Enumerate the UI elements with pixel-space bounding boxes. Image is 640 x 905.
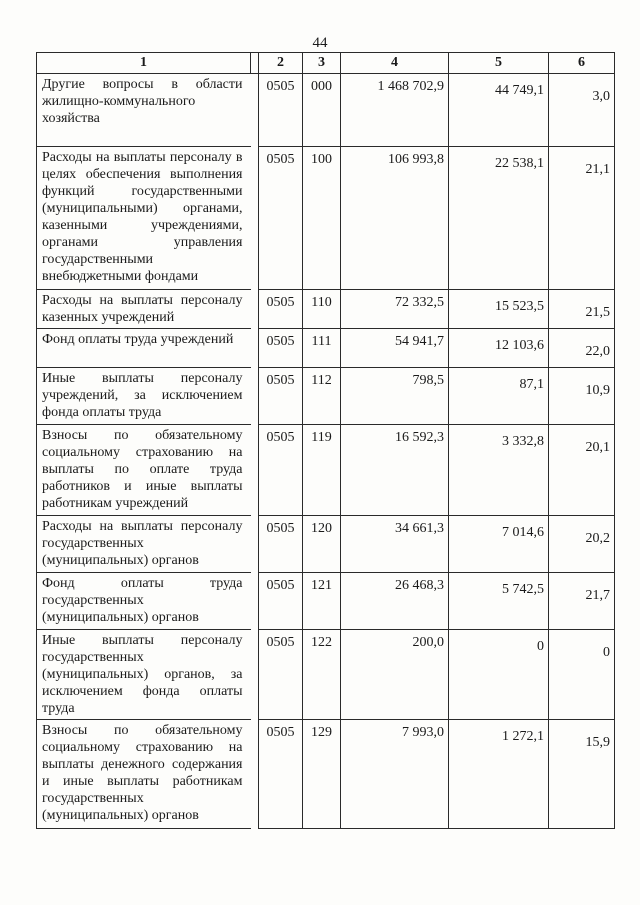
row-col-6-value: 10,9: [549, 368, 615, 425]
row-name: Расходы на выплаты персоналу государственных (муниципальных) органов: [37, 516, 251, 573]
row-section-code: 0505: [259, 573, 303, 630]
table-row: [37, 516, 615, 573]
table-row: [37, 368, 615, 425]
row-name: Расходы на выплаты персоналу в целях обеспечения выполнения функций государственными (муниципальными) органами, казенными учреждениями, органами управления государственными внебюджетными фондами: [37, 147, 251, 290]
row-col-6-value: 21,7: [549, 573, 615, 630]
header-row: [37, 53, 615, 74]
row-col-6-value: 20,1: [549, 425, 615, 516]
row-name: Расходы на выплаты персоналу казенных учреждений: [37, 290, 251, 329]
row-col-4-value: 54 941,7: [341, 329, 449, 368]
table-row: [37, 147, 615, 290]
row-section-code: 0505: [259, 720, 303, 829]
row-col-5-value: 0: [449, 630, 549, 720]
row-col-6-value: 21,5: [549, 290, 615, 329]
row-col-6-value: 0: [549, 630, 615, 720]
header-col-5: 5: [449, 53, 549, 74]
header-col-6: 6: [549, 53, 615, 74]
row-expense-code: 129: [303, 720, 341, 829]
row-col-6-value: 21,1: [549, 147, 615, 290]
row-name: Взносы по обязательному социальному страхованию на выплаты денежного содержания и иные выплаты работникам государственных (муниципальных) органов: [37, 720, 251, 829]
header-gap: [251, 53, 259, 74]
table-row: [37, 425, 615, 516]
row-col-6-value: 22,0: [549, 329, 615, 368]
row-section-code: 0505: [259, 630, 303, 720]
row-gap: [251, 573, 259, 630]
header-col-2: 2: [259, 53, 303, 74]
row-col-6-value: 3,0: [549, 74, 615, 147]
table-row: [37, 290, 615, 329]
row-col-5-value: 1 272,1: [449, 720, 549, 829]
row-col-5-value: 7 014,6: [449, 516, 549, 573]
row-name: Другие вопросы в области жилищно-коммунального хозяйства: [37, 74, 251, 147]
row-col-5-value: 3 332,8: [449, 425, 549, 516]
row-col-4-value: 34 661,3: [341, 516, 449, 573]
row-section-code: 0505: [259, 329, 303, 368]
row-name: Иные выплаты персоналу учреждений, за исключением фонда оплаты труда: [37, 368, 251, 425]
row-expense-code: 110: [303, 290, 341, 329]
row-expense-code: 100: [303, 147, 341, 290]
row-col-4-value: 1 468 702,9: [341, 74, 449, 147]
row-name: Фонд оплаты труда государственных (муниципальных) органов: [37, 573, 251, 630]
row-col-5-value: 5 742,5: [449, 573, 549, 630]
table-row: [37, 630, 615, 720]
row-col-4-value: 16 592,3: [341, 425, 449, 516]
budget-table: [36, 52, 615, 829]
row-col-4-value: 106 993,8: [341, 147, 449, 290]
row-name: Фонд оплаты труда учреждений: [37, 329, 251, 368]
row-col-4-value: 7 993,0: [341, 720, 449, 829]
row-gap: [251, 147, 259, 290]
row-expense-code: 121: [303, 573, 341, 630]
row-col-5-value: 87,1: [449, 368, 549, 425]
table-row: [37, 573, 615, 630]
row-gap: [251, 720, 259, 829]
row-col-4-value: 26 468,3: [341, 573, 449, 630]
table-row: [37, 329, 615, 368]
row-gap: [251, 290, 259, 329]
row-name: Взносы по обязательному социальному страхованию на выплаты по оплате труда работников и иные выплаты работникам учреждений: [37, 425, 251, 516]
table-row: [37, 74, 615, 147]
row-gap: [251, 630, 259, 720]
table-row: [37, 720, 615, 829]
row-section-code: 0505: [259, 147, 303, 290]
row-section-code: 0505: [259, 425, 303, 516]
row-gap: [251, 425, 259, 516]
row-gap: [251, 368, 259, 425]
row-col-6-value: 15,9: [549, 720, 615, 829]
row-gap: [251, 74, 259, 147]
table-body: [37, 74, 615, 829]
row-col-4-value: 72 332,5: [341, 290, 449, 329]
row-section-code: 0505: [259, 516, 303, 573]
row-expense-code: 119: [303, 425, 341, 516]
row-gap: [251, 329, 259, 368]
row-expense-code: 112: [303, 368, 341, 425]
row-expense-code: 000: [303, 74, 341, 147]
row-expense-code: 111: [303, 329, 341, 368]
row-expense-code: 122: [303, 630, 341, 720]
header-col-3: 3: [303, 53, 341, 74]
row-col-4-value: 200,0: [341, 630, 449, 720]
row-col-5-value: 12 103,6: [449, 329, 549, 368]
row-section-code: 0505: [259, 290, 303, 329]
row-section-code: 0505: [259, 74, 303, 147]
row-section-code: 0505: [259, 368, 303, 425]
row-expense-code: 120: [303, 516, 341, 573]
row-col-4-value: 798,5: [341, 368, 449, 425]
row-col-5-value: 22 538,1: [449, 147, 549, 290]
page-number: 44: [312, 35, 328, 51]
header-col-4: 4: [341, 53, 449, 74]
row-gap: [251, 516, 259, 573]
row-col-5-value: 15 523,5: [449, 290, 549, 329]
row-col-6-value: 20,2: [549, 516, 615, 573]
row-name: Иные выплаты персоналу государственных (муниципальных) органов, за исключением фонда оплаты труда: [37, 630, 251, 720]
header-col-1: 1: [37, 53, 251, 74]
row-col-5-value: 44 749,1: [449, 74, 549, 147]
